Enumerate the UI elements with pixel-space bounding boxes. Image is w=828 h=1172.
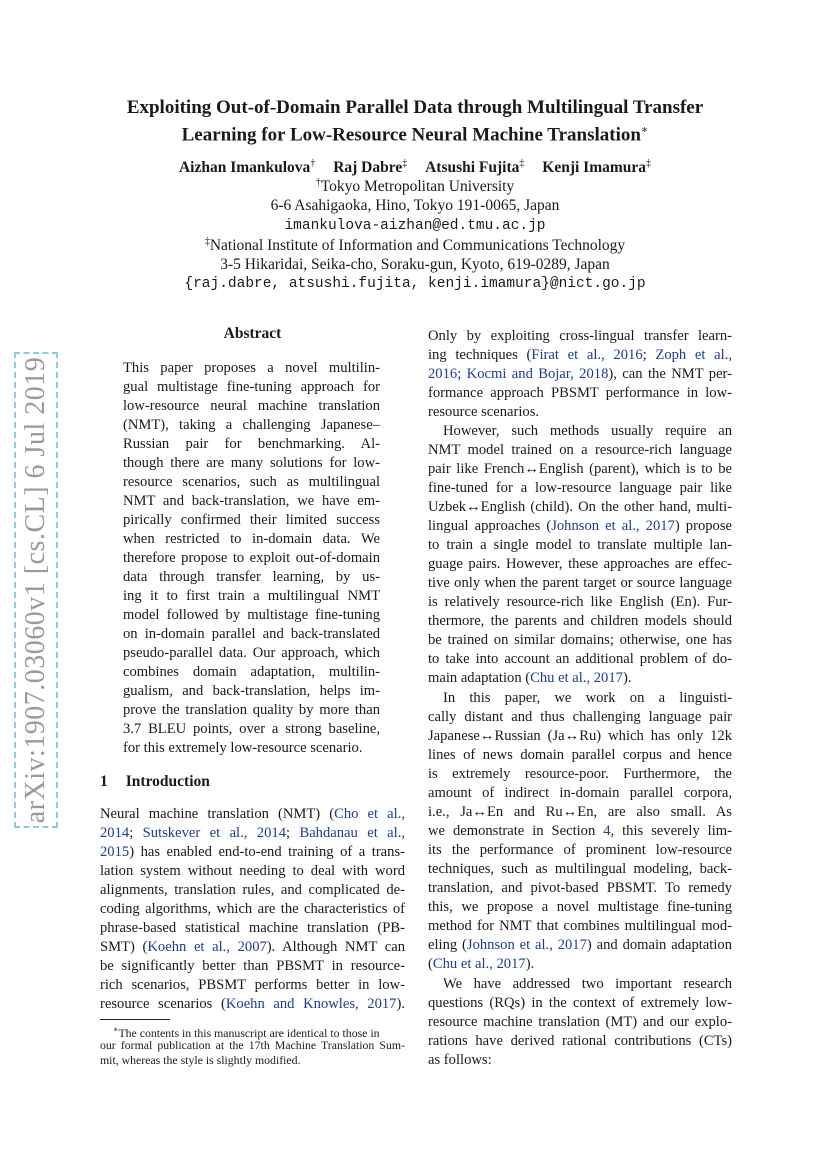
citation-link[interactable]: Sutskever et al., 2014 — [142, 825, 286, 841]
paper-title — [90, 96, 740, 146]
citation-link[interactable]: Johnson et al., 2017 — [551, 518, 675, 534]
affiliation-text: National Institute of Information and Communications Technology — [209, 237, 626, 255]
footnote-mark: ∗ — [113, 1025, 119, 1034]
body-line — [428, 669, 631, 687]
body-line: rations have derived rational contributions (CTs) — [428, 1033, 732, 1049]
affiliation-1-address: 6-6 Asahigaoka, Hino, Tokyo 191-0065, Japan — [270, 197, 560, 214]
citation-link[interactable]: Cho et al., — [334, 806, 405, 822]
abstract-line: Russian pair for benchmarking. Al- — [123, 436, 380, 452]
body-line: guage pairs. However, these approaches are effec- — [428, 556, 732, 572]
text: lingual approaches ( — [428, 518, 552, 534]
text: ; — [457, 366, 467, 382]
body-line: questions (RQs) in the context of extremely low- — [428, 995, 732, 1011]
abstract-line: data through transfer learning, by us- — [123, 569, 380, 585]
author-name: Atsushi Fujita — [425, 159, 520, 177]
text: ; — [642, 347, 656, 363]
body-line: is relatively resource-rich like English (En). Fur- — [428, 594, 732, 610]
abstract-line: prove the translation quality by more than — [123, 702, 380, 718]
body-line: Uzbek↔English (child). On the other hand, multi- — [428, 499, 732, 515]
intro-heading — [100, 773, 210, 791]
body-line: pair like French↔English (parent), which is to be — [428, 461, 732, 477]
abstract-line: when restricted to in-domain data. We — [123, 531, 380, 547]
body-line: Only by exploiting cross-lingual transfer learn- — [428, 328, 732, 344]
body-line: this, we propose a novel multistage fine-tuning — [428, 899, 732, 915]
citation-link[interactable]: 2015 — [100, 844, 130, 860]
text: ), can the NMT per- — [608, 366, 732, 382]
intro-line — [100, 995, 405, 1013]
title-footnote-mark: ∗ — [640, 124, 649, 136]
intro-line: lation system without needing to deal with word — [100, 863, 405, 879]
body-line: techniques, such as multilingual modeling, back- — [428, 861, 732, 877]
text: ). Although NMT can — [266, 939, 405, 955]
author-mark: ‡ — [402, 158, 408, 169]
body-line — [428, 955, 534, 973]
body-line: method for NMT that combines multilingual mod- — [428, 918, 732, 934]
abstract-heading: Abstract — [223, 325, 282, 342]
body-line: be trained on similar domains; otherwise, one has — [428, 632, 732, 648]
body-line: However, such methods usually require an — [443, 423, 732, 439]
text: SMT) ( — [100, 939, 148, 955]
abstract-line: pseudo-parallel data. Our approach, which — [123, 645, 380, 661]
intro-line — [100, 843, 405, 861]
text: we demonstrate in Section — [428, 823, 604, 839]
abstract-line: therefore propose to exploit out-of-domain — [123, 550, 380, 566]
body-line: In this paper, we work on a linguisti- — [443, 690, 732, 706]
abstract-line: on in-domain parallel and back-translated — [123, 626, 380, 642]
author — [179, 159, 315, 176]
abstract-line: gualism, and back-translation, helps im- — [123, 683, 380, 699]
body-line: formance approach PBSMT performance in low- — [428, 385, 732, 401]
text: Neural machine translation (NMT) ( — [100, 806, 335, 822]
body-line: resource scenarios. — [428, 404, 540, 420]
body-line: amount of indirect in-domain parallel corpora, — [428, 785, 732, 801]
title-line-2 — [90, 119, 740, 146]
body-line: its the performance of prominent low-resource — [428, 842, 732, 858]
body-line: to train a single model to translate multiple lan- — [428, 537, 732, 553]
body-line: Japanese↔Russian (Ja↔Ru) which has only 12k — [428, 728, 732, 744]
author-name: Aizhan Imankulova — [178, 159, 311, 177]
author-mark: † — [310, 158, 316, 169]
abstract-line: model followed by multistage fine-tuning — [123, 607, 380, 623]
text: ; — [129, 825, 143, 841]
citation-link[interactable]: Zoph et al., — [655, 347, 733, 363]
text: eling ( — [428, 937, 467, 953]
arxiv-stamp-text: arXiv:1907.03060v1 [cs.CL] 6 Jul 2019 — [20, 356, 51, 824]
body-line: i.e., Ja↔En and Ru↔En, are also small. As — [428, 804, 732, 820]
citation-link[interactable]: Koehn and Knowles, 2017 — [225, 996, 397, 1012]
intro-line — [100, 805, 405, 823]
author-name: Kenji Imamura — [542, 159, 647, 177]
body-line: tive only when the parent target or source language — [428, 575, 732, 591]
affiliation-1-email[interactable]: imankulova-aizhan@ed.tmu.ac.jp — [284, 218, 546, 234]
text: ). — [525, 956, 535, 972]
body-line: cally distant and thus challenging language pair — [428, 709, 732, 725]
text: ) and domain adaptation — [586, 937, 732, 953]
intro-line: rich scenarios, PBSMT performs better in low- — [100, 977, 405, 993]
affiliation-2-email[interactable]: {raj.dabre, atsushi.fujita, kenji.imamura}@nict.go.jp — [184, 276, 646, 292]
body-line: fine-tuned for a low-resource language pair like — [428, 480, 732, 496]
citation-link[interactable]: Chu et al., 2017 — [530, 670, 623, 686]
abstract-line: for this extremely low-resource scenario. — [123, 740, 363, 756]
author-mark: ‡ — [519, 158, 525, 169]
text: ) has enabled end-to-end training of a trans- — [129, 844, 405, 860]
abstract-line: though there are many solutions for low- — [123, 455, 380, 471]
affiliation-mark: ‡ — [204, 236, 210, 247]
intro-line — [100, 824, 405, 842]
section-title: Introduction — [125, 773, 210, 790]
body-line — [428, 936, 732, 954]
citation-link[interactable]: Koehn et al., 2007 — [147, 939, 267, 955]
abstract-line: combines domain adaptation, multilin- — [123, 664, 380, 680]
text: ). — [622, 670, 632, 686]
body-line — [428, 346, 732, 364]
body-line: We have addressed two important research — [443, 976, 732, 992]
abstract-line: ing it to first train a multilingual NMT — [123, 588, 380, 604]
intro-line: be significantly better than PBSMT in resource- — [100, 958, 405, 974]
body-line — [428, 365, 732, 383]
intro-line: alignments, translation rules, and complicated de- — [100, 882, 405, 898]
author — [333, 159, 407, 176]
body-line: translation, and pivot-based PBSMT. To remedy — [428, 880, 732, 896]
intro-line: phrase-based statistical machine translation (PB- — [100, 920, 405, 936]
citation-link[interactable]: 2016 — [428, 366, 458, 382]
title-line-1: Exploiting Out-of-Domain Parallel Data through Multilingual Transfer — [126, 97, 704, 118]
text: ). — [396, 996, 405, 1012]
intro-line: coding algorithms, which are the characteristics of — [100, 901, 405, 917]
body-line: is extremely resource-poor. Furthermore, the — [428, 766, 732, 782]
citation-link[interactable]: Kocmi and Bojar, 2018 — [466, 366, 609, 382]
author-mark: ‡ — [646, 158, 652, 169]
author-name: Raj Dabre — [333, 159, 403, 177]
abstract-line: resource scenarios, such as multilingual — [123, 474, 380, 490]
abstract-line: NMT and back-translation, we have em- — [123, 493, 380, 509]
arxiv-stamp — [14, 352, 58, 828]
citation-link[interactable]: Johnson et al., 2017 — [466, 937, 587, 953]
affiliation-1-name — [90, 177, 740, 196]
citation-link[interactable]: Bahdanau et al., — [299, 825, 406, 841]
body-line: resource machine translation (MT) and our explo- — [428, 1014, 732, 1030]
abstract-line: (NMT), taking a challenging Japanese– — [123, 417, 380, 433]
affiliation-2-name — [90, 236, 740, 255]
intro-line — [100, 938, 405, 956]
author — [542, 159, 651, 176]
footnote-rule — [100, 1019, 170, 1020]
abstract-line: This paper proposes a novel multilin- — [123, 360, 380, 376]
citation-link[interactable]: 2014 — [100, 825, 130, 841]
text: ) propose — [674, 518, 733, 534]
body-line: as follows: — [428, 1052, 492, 1068]
section-link[interactable]: 4 — [603, 823, 611, 839]
text: resource scenarios ( — [100, 996, 226, 1012]
body-line: NMT model trained on a resource-rich language — [428, 442, 732, 458]
author — [425, 159, 524, 176]
footnote-line: mit, whereas the style is slightly modified. — [100, 1053, 301, 1067]
text: , this severely lim- — [610, 823, 732, 839]
abstract-line: gual multistage fine-tuning approach for — [123, 379, 380, 395]
body-line: thermore, the parents and children models should — [428, 613, 732, 629]
affiliation-mark: † — [315, 177, 321, 188]
citation-link[interactable]: Chu et al., 2017 — [432, 956, 526, 972]
footnote-line: our formal publication at the 17th Machine Translation Sum- — [100, 1038, 405, 1052]
abstract-line: low-resource neural machine translation — [123, 398, 380, 414]
section-number: 1 — [100, 773, 108, 790]
abstract-line: pirically confirmed their limited success — [123, 512, 380, 528]
text: ; — [286, 825, 300, 841]
affiliation-2-address: 3-5 Hikaridai, Seika-cho, Soraku-gun, Kyoto, 619-0289, Japan — [220, 256, 610, 273]
body-line — [428, 517, 732, 535]
body-line — [428, 822, 732, 840]
affiliation-text: Tokyo Metropolitan University — [320, 178, 515, 196]
text: ( — [428, 956, 433, 972]
author-list — [90, 158, 740, 177]
body-line: to take into account an additional problem of do- — [428, 651, 732, 667]
title-line-2-text: Learning for Low-Resource Neural Machine Translation — [181, 124, 641, 146]
text: main adaptation ( — [428, 670, 531, 686]
abstract-line: 3.7 BLEU points, over a strong baseline, — [123, 721, 380, 737]
footnote-text: The contents in this manuscript are identical to those in — [118, 1025, 380, 1040]
citation-link[interactable]: Firat et al., 2016 — [531, 347, 643, 363]
text: ing techniques ( — [428, 347, 532, 363]
body-line: lines of news domain parallel corpus and hence — [428, 747, 732, 763]
